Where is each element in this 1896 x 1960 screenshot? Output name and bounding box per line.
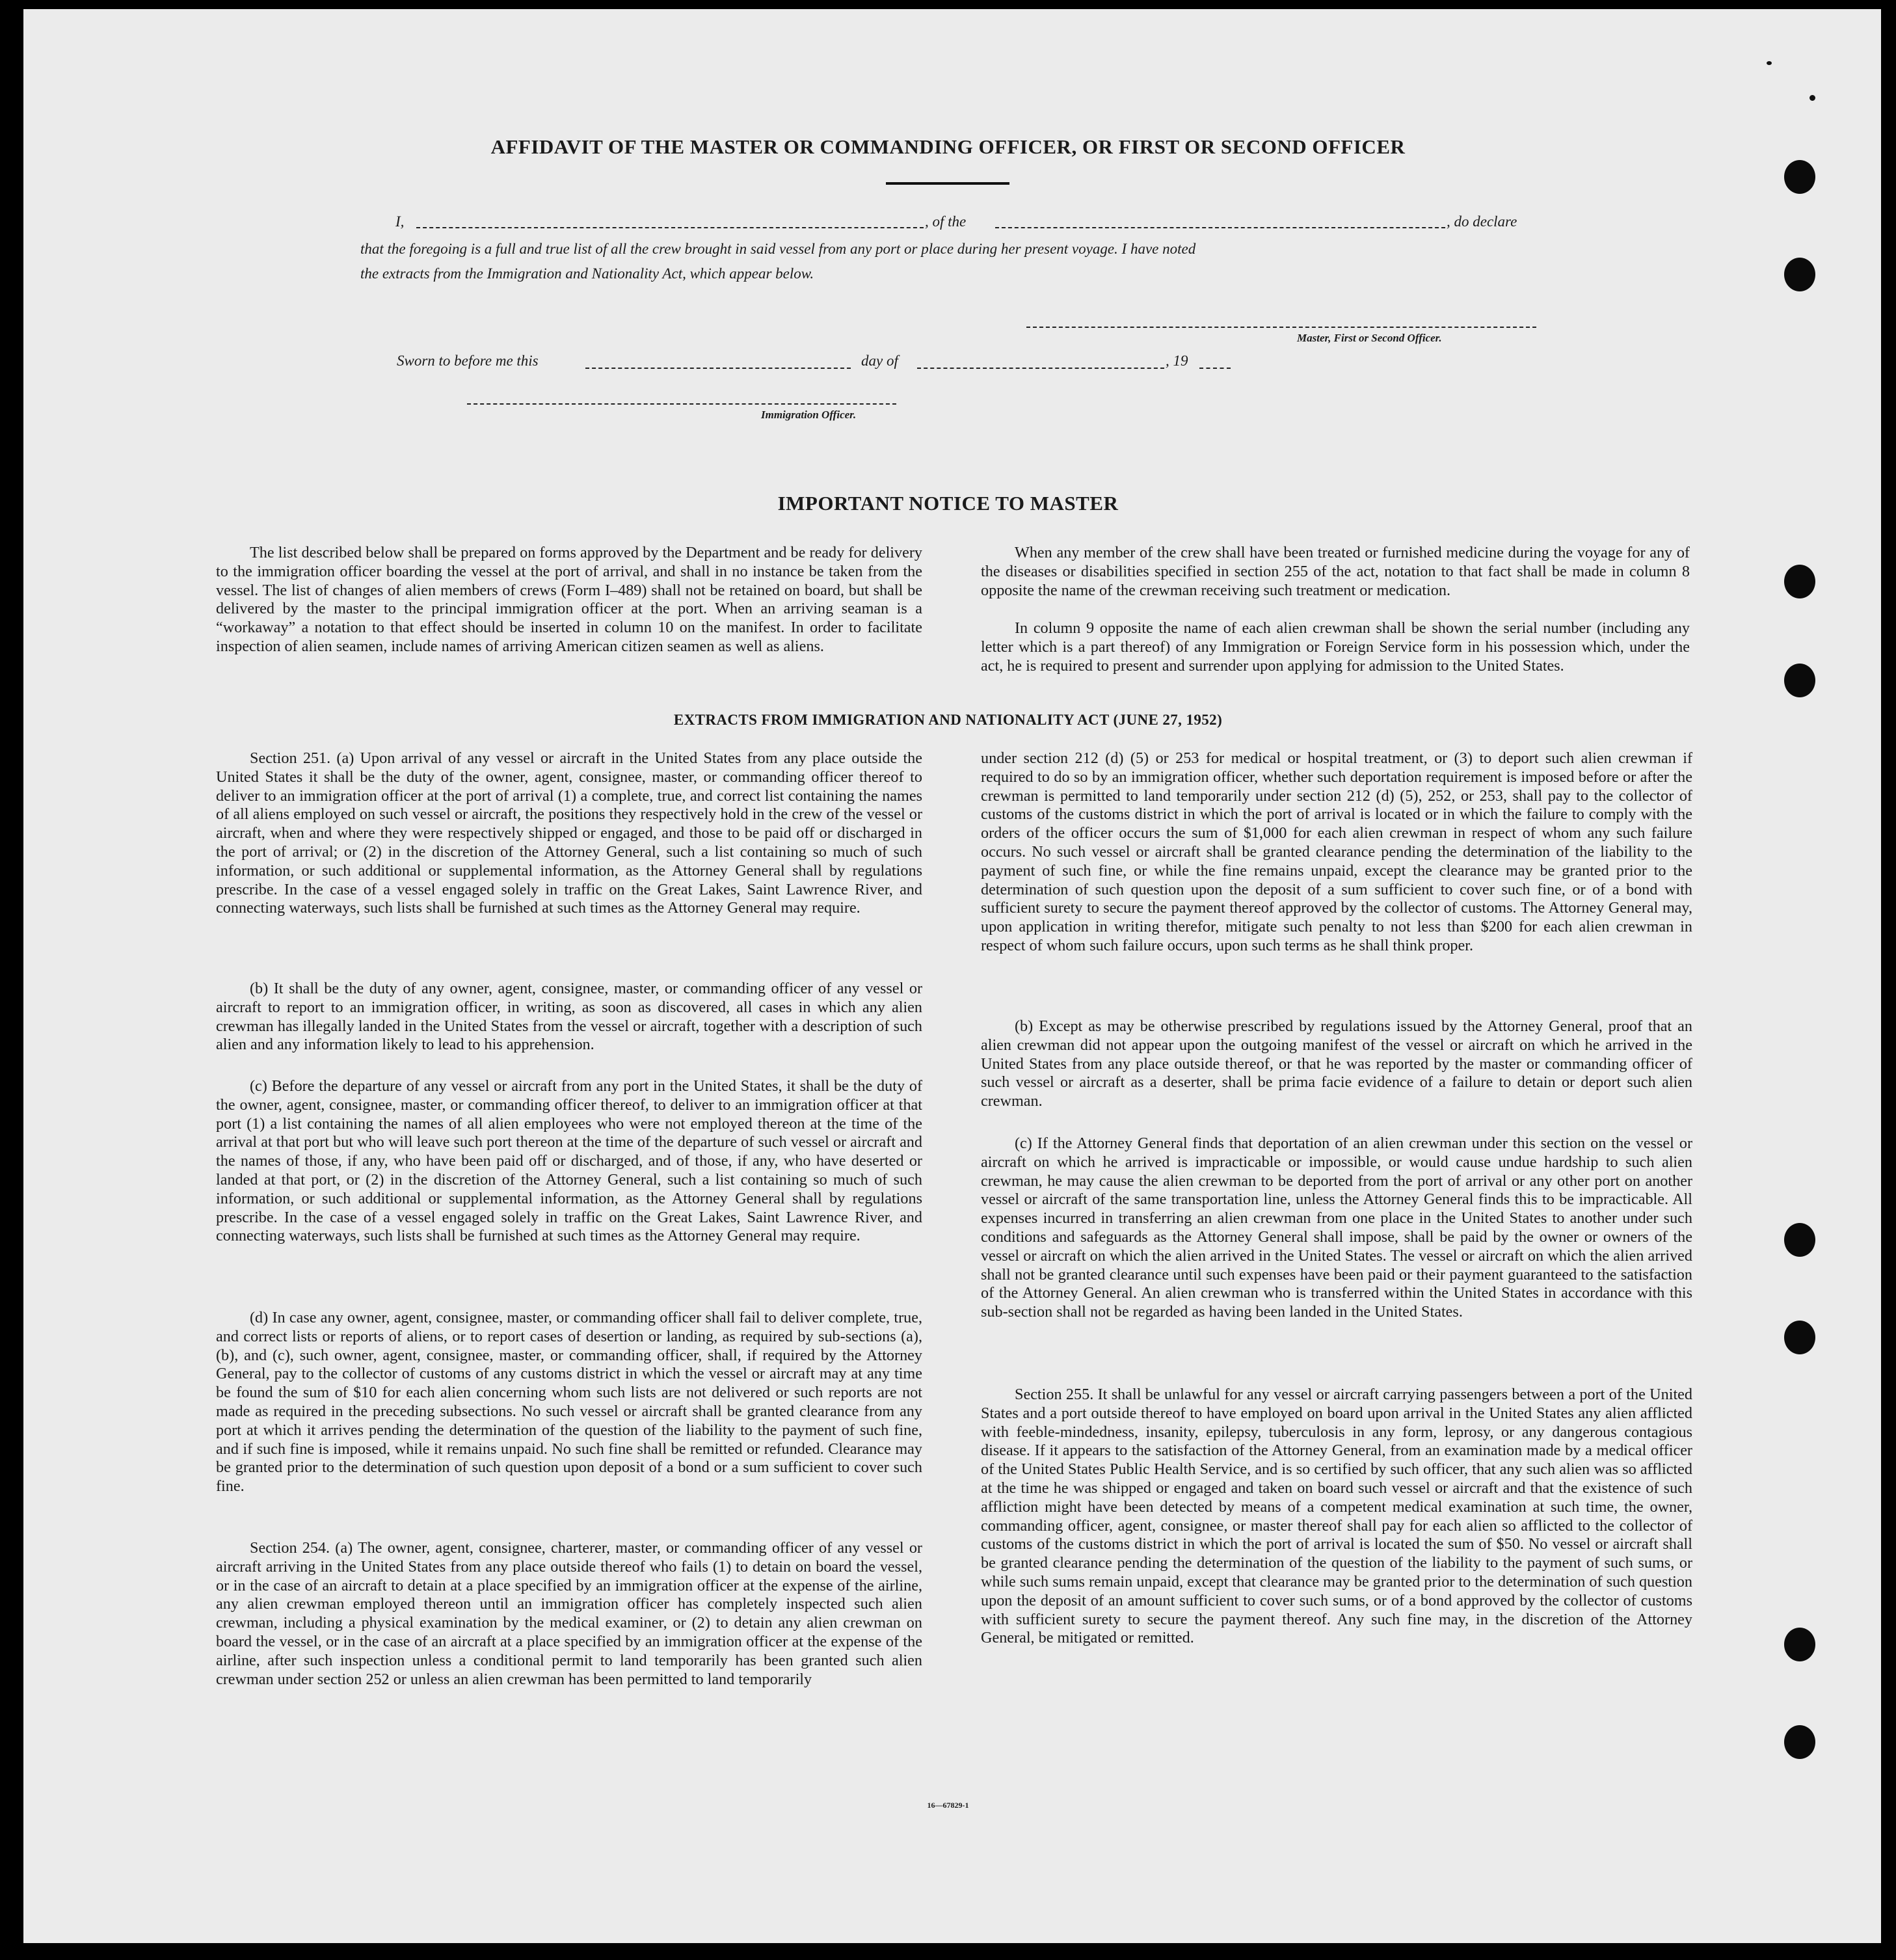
speck	[1767, 61, 1772, 65]
section-251d: (d) In case any owner, agent, consignee, master, or commanding officer shall fail to deliver complete, true, and correct lists or reports of aliens, or to report cases of desertion or landing, as required by sub-sections (a), (b), and (c), such owner, agent, consignee, master, or commanding officer, shall, if required by the Attorney General, pay to the collector of customs of any customs district in which the vessel or aircraft may at any time be found the sum of $10 for each alien concerning whom such lists are not delivered or such reports are not made as required in the preceding subsections. No such vessel or aircraft shall be granted clearance from any port at which it arrives pending the determination of the question of the liability to the payment of such fine, and if such fine is imposed, while it remains unpaid. No such fine shall be remitted or refunded. Clearance may be granted prior to the determination of such question upon deposit of a bond or a sum sufficient to cover such fine.	[216, 1309, 922, 1496]
section-254c: (c) If the Attorney General finds that deportation of an alien crewman under this section on the vessel or aircraft on which he arrived is impracticable or impossible, or would cause undue hardship to such alien crewman, he may cause the alien crewman to be deported from the port of arrival or any other port on another vessel or aircraft of the same transportation line, unless the Attorney General finds this to be impracticable. All expenses incurred in transferring an alien crewman from one place in the United States to another under such conditions and safeguards as the Attorney General shall impose, shall be paid by the owner or owners of the vessel or aircraft on which the alien arrived in the United States. The vessel or aircraft on which the alien arrived shall not be granted clearance until such expenses have been paid or their payment guaranteed to the satisfaction of the Attorney General. An alien crewman who is transferred within the United States in accordance with this sub-section shall not be regarded as having been landed in the United States.	[981, 1134, 1692, 1321]
binder-hole	[1784, 565, 1815, 598]
declaration-line-1: that the foregoing is a full and true list of all the crew brought in said vessel from any port or place during her present voyage. I have noted	[360, 241, 1196, 257]
extracts-title: EXTRACTS FROM IMMIGRATION AND NATIONALITY ACT (JUNE 27, 1952)	[673, 712, 1223, 728]
declare-label: , do declare	[1447, 213, 1517, 230]
section-254b: (b) Except as may be otherwise prescribed by regulations issued by the Attorney General, proof that an alien crewman did not appear upon the outgoing manifest of the vessel or aircraft on which he arrived in the United States from any place outside thereof, or that he was reported by the master or commanding officer of such vessel or aircraft as a deserter, shall be prima facie evidence of a failure to detain or deport such alien crewman.	[981, 1017, 1692, 1110]
year-label: , 19	[1166, 353, 1188, 369]
speck	[1809, 95, 1815, 101]
affidavit-title: AFFIDAVIT OF THE MASTER OR COMMANDING OFFICER, OR FIRST OR SECOND OFFICER	[490, 135, 1406, 158]
immigration-officer-label: Immigration Officer.	[761, 409, 857, 421]
affiant-prefix: I,	[395, 213, 405, 230]
sworn-label: Sworn to before me this	[397, 353, 539, 369]
of-the-label: , of the	[925, 213, 967, 230]
binder-hole	[1784, 664, 1815, 697]
section-251b: (b) It shall be the duty of any owner, agent, consignee, master, or commanding officer of any vessel or aircraft to report to an immigration officer, in writing, as soon as discovered, all cases in which any alien crewman has illegally landed in the United States from the vessel or aircraft, together with a description of such alien and any information likely to lead to his apprehension.	[216, 980, 922, 1054]
binder-hole	[1784, 1725, 1815, 1759]
vessel-blank[interactable]	[995, 227, 1445, 228]
notice-left-paragraph: The list described below shall be prepared on forms approved by the Department and be ready for delivery to the immigration officer boarding the vessel at the port of arrival, and shall in no instance be taken from the vessel. The list of changes of alien members of crews (Form I–489) shall not be retained on board, but shall be delivered by the master to the principal immigration officer at the port. When an arriving seaman is a “workaway” a notation to that effect should be inserted in column 10 on the manifest. In order to facilitate inspection of alien seamen, include names of arriving American citizen seamen as well as aliens.	[216, 544, 922, 655]
binder-hole	[1784, 1321, 1815, 1354]
binder-hole	[1784, 160, 1815, 194]
form-number: 16—67829-1	[927, 1801, 969, 1810]
notice-right-paragraph-2: In column 9 opposite the name of each alien crewman shall be shown the serial number (including any letter which is a part thereof) of any Immigration or Foreign Service form in his possession which, under the act, he is required to present and surrender upon applying for admission to the United States.	[981, 619, 1690, 675]
section-251a: Section 251. (a) Upon arrival of any vessel or aircraft in the United States from any place outside the United States it shall be the duty of the owner, agent, consignee, master, or commanding officer thereof to deliver to an immigration officer at the port of arrival (1) a complete, true, and correct list containing the names of all aliens employed on such vessel or aircraft, the positions they respectively hold in the crew of the vessel or aircraft, when and where they were respectively shipped or engaged, and those to be paid off or discharged in the port of arrival; or (2) in the discretion of the Attorney General, such a list containing so much of such information, or such additional or supplemental information, as the Attorney General shall by regulations prescribe. In the case of a vessel engaged solely in traffic on the Great Lakes, Saint Lawrence River, and connecting waterways, such lists shall be furnished at such times as the Attorney General may require.	[216, 749, 922, 917]
notice-title: IMPORTANT NOTICE TO MASTER	[777, 492, 1119, 515]
binder-hole	[1784, 258, 1815, 291]
sworn-month-blank[interactable]	[917, 368, 1164, 369]
day-of-label: day of	[861, 353, 898, 369]
sworn-day-blank[interactable]	[585, 368, 851, 369]
name-blank[interactable]	[416, 227, 924, 228]
title-rule	[886, 182, 1009, 185]
section-254a-continued: under section 212 (d) (5) or 253 for medical or hospital treatment, or (3) to deport such alien crewman if required to do so by an immigration officer, whether such deportation requirement is imposed before or after the crewman is permitted to land temporarily under section 212 (d) (5), 252, or 253, shall pay to the collector of customs of the customs district in which the port of arrival is located or in which the failure to comply with the orders of the officer occurs the sum of $1,000 for each alien crewman in respect of whom any such failure occurs. No such vessel or aircraft shall be granted clearance pending the determination of the liability to the payment of such fine, or while the fine remains unpaid, except the clearance may be granted prior to the determination of such question upon the deposit of a sum sufficient to cover such fine, or of a bond with sufficient surety to secure the payment thereof approved by the collector of customs. The Attorney General may, upon application in writing therefor, mitigate such penalty to not less than $200 for each alien crewman in respect of whom such failure occurs, upon such terms as he shall think proper.	[981, 749, 1692, 954]
notice-right-paragraph-1: When any member of the crew shall have been treated or furnished medicine during the voyage for any of the diseases or disabilities specified in section 255 of the act, notation to that fact shall be made in column 8 opposite the name of the crewman receiving such treatment or medication.	[981, 544, 1690, 599]
section-255: Section 255. It shall be unlawful for any vessel or aircraft carrying passengers between a port of the United States and a port outside thereof to have employed on board upon arrival in the United States any alien afflicted with feeble-mindedness, insanity, epilepsy, tuberculosis in any form, leprosy, or any dangerous contagious disease. If it appears to the satisfaction of the Attorney General, from an examination made by a medical officer of the United States Public Health Service, and is so certified by such officer, that any such alien was so afflicted at the time he was shipped or engaged and taken on board such vessel or aircraft and that the existence of such affliction might have been detected by means of a competent medical examination at such time, the owner, commanding officer, agent, consignee, or master thereof shall pay for each alien so afflicted to the collector of customs of the customs district in which the port of arrival is located the sum of $50. No vessel or aircraft shall be granted clearance pending the determination of the question of the liability to the payment of such sums, or while such sums remain unpaid, except that clearance may be granted prior to the determination of such question upon the deposit of an amount sufficient to cover such sums, or of a bond approved by the collector of customs with sufficient surety to secure the payment thereof. Any such fine may, in the discretion of the Attorney General, be mitigated or remitted.	[981, 1386, 1692, 1647]
master-signature-line[interactable]	[1026, 327, 1536, 328]
master-signature-label: Master, First or Second Officer.	[1297, 332, 1442, 344]
binder-hole	[1784, 1223, 1815, 1257]
year-blank[interactable]	[1199, 368, 1231, 369]
binder-hole	[1784, 1628, 1815, 1661]
immigration-officer-signature-line[interactable]	[467, 403, 896, 405]
declaration-line-2: the extracts from the Immigration and Nationality Act, which appear below.	[360, 265, 814, 282]
section-254a: Section 254. (a) The owner, agent, consignee, charterer, master, or commanding officer of any vessel or aircraft arriving in the United States from any place outside thereof who fails (1) to detain on board the vessel, or in the case of an aircraft to detain at a place specified by an immigration officer at the expense of the airline, any alien crewman employed thereon until an immigration officer has completely inspected such alien crewman, including a physical examination by the medical examiner, or (2) to detain any alien crewman on board the vessel, or in the case of an aircraft at a place specified by an immigration officer at the expense of the airline, after such inspection unless a conditional permit to land temporarily has been granted such alien crewman under section 252 or unless an alien crewman has been permitted to land temporarily	[216, 1539, 922, 1688]
section-251c: (c) Before the departure of any vessel or aircraft from any port in the United States, it shall be the duty of the owner, agent, consignee, master, or commanding officer thereof, to deliver to an immigration officer at that port (1) a list containing the names of all alien employees who were not employed thereon at the time of the arrival at that port but who will leave such port thereon at the time of the departure of such vessel or aircraft and the names of those, if any, who have been paid off or discharged, and of those, if any, who have deserted or landed at that port, or (2) in the discretion of the Attorney General, such a list containing so much of such information, or such additional or supplemental information, as the Attorney General shall by regulations prescribe. In the case of a vessel engaged solely in traffic on the Great Lakes, Saint Lawrence River, and connecting waterways, such lists shall be furnished at such times as the Attorney General may require.	[216, 1077, 922, 1245]
